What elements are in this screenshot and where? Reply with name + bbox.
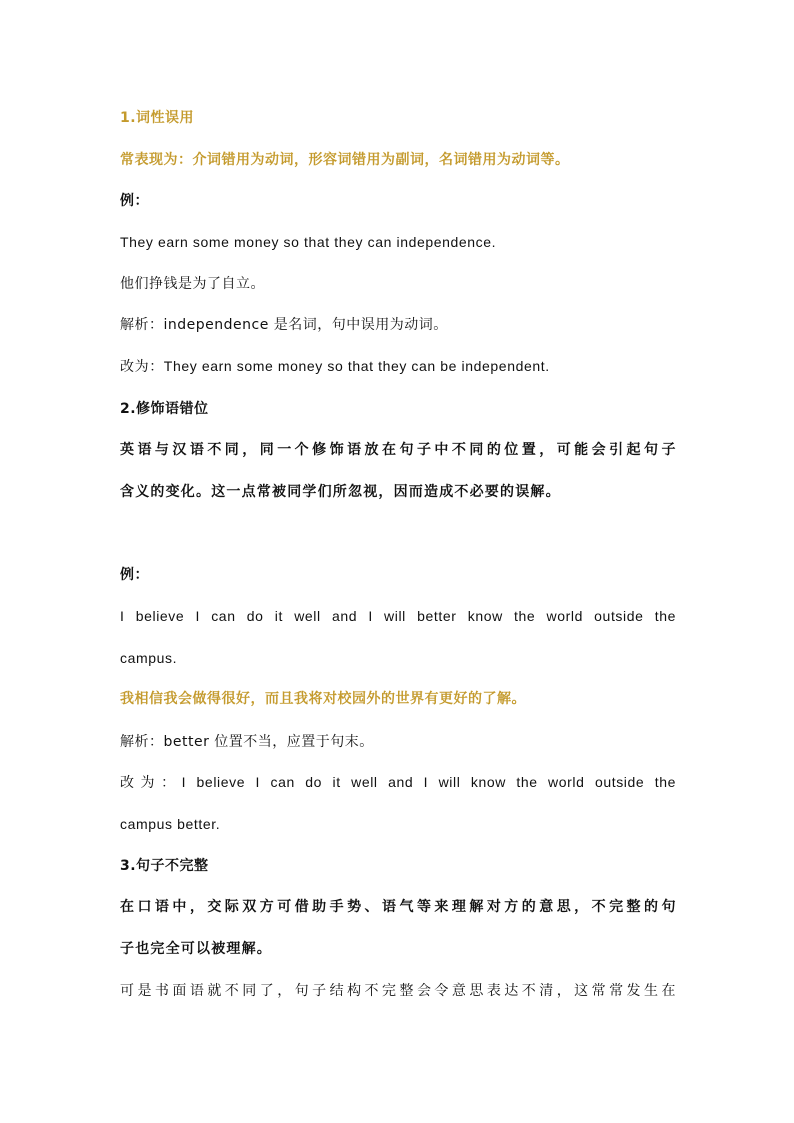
section-1-correction: 改为：They earn some money so that they can be independent.: [120, 358, 550, 374]
section-2-example-en-line-1: I believe I can do it well and I will better know the world outside the: [120, 608, 676, 624]
section-3-description-line-1: 在口语中，交际双方可借助手势、语气等来理解对方的意思，不完整的句: [120, 899, 676, 915]
section-3-heading: 3.句子不完整: [120, 858, 209, 874]
section-1-analysis: 解析：independence 是名词，句中误用为动词。: [120, 317, 448, 333]
section-2-example-zh: 我相信我会做得很好，而且我将对校园外的世界有更好的了解。: [120, 691, 526, 707]
section-3-continuation: 可是书面语就不同了，句子结构不完整会令意思表达不清，这常常发生在: [120, 983, 676, 999]
section-1-example-label: 例：: [120, 193, 149, 209]
section-2-example-label: 例：: [120, 567, 149, 583]
section-1-example-en: They earn some money so that they can independence.: [120, 234, 497, 250]
section-2-correction-line-2: campus better.: [120, 816, 221, 832]
section-2-description-line-2: 含义的变化。这一点常被同学们所忽视，因而造成不必要的误解。: [120, 484, 561, 500]
section-2-description-line-1: 英语与汉语不同，同一个修饰语放在句子中不同的位置，可能会引起句子: [120, 442, 676, 458]
section-1-example-zh: 他们挣钱是为了自立。: [120, 276, 265, 292]
section-2-example-en-line-2: campus.: [120, 650, 178, 666]
section-1-heading: 1.词性误用: [120, 110, 195, 126]
section-1-description: 常表现为：介词错用为动词，形容词错用为副词，名词错用为动词等。: [120, 152, 570, 168]
section-3-description-line-2: 子也完全可以被理解。: [120, 941, 272, 957]
section-2-analysis: 解析：better 位置不当，应置于句末。: [120, 734, 374, 750]
section-2-correction-line-1: 改为：I believe I can do it well and I will know the world outside the: [120, 774, 676, 790]
section-2-heading: 2.修饰语错位: [120, 401, 209, 417]
